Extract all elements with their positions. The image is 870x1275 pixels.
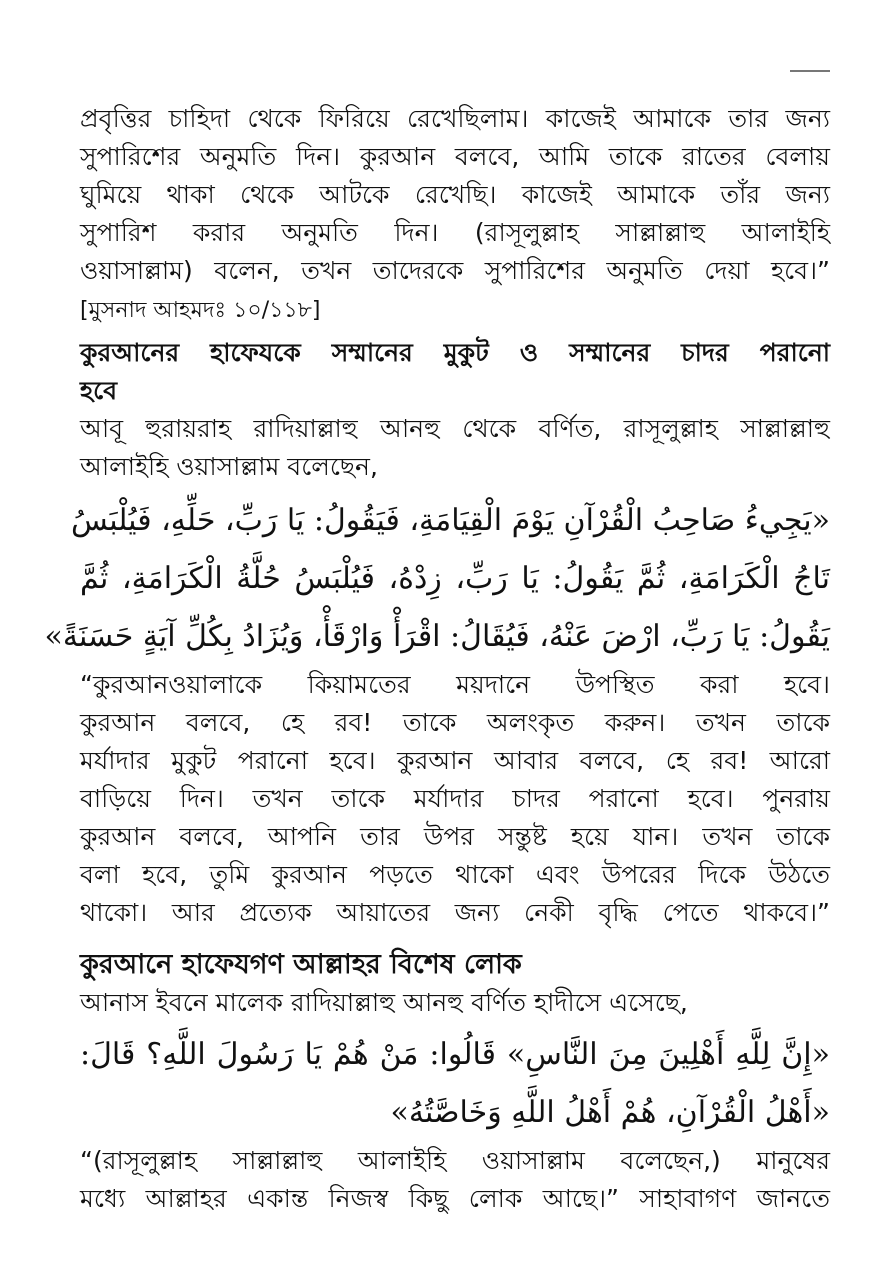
text-line: থাকো। আর প্রত্যেক আয়াতের জন্য নেকী বৃদ্ধি পেতে থাকবে।” <box>80 898 830 927</box>
heading-line: হবে <box>80 376 118 405</box>
text-line: “(রাসূলুল্লাহ সাল্লাল্লাহু আলাইহি ওয়াসাল্লাম বলেছেন,) মানুষের <box>80 1146 830 1175</box>
text-line: কুরআন বলবে, হে রব! তাকে অলংকৃত করুন। তখন তাকে <box>80 708 830 737</box>
arabic-line: «أَهْلُ الْقُرْآنِ، هُمْ أَهْلُ اللَّهِ وَخَاصَّتُهُ» <box>390 1095 830 1130</box>
paragraph-3 <box>80 666 830 932</box>
arabic-line: «إِنَّ لِلَّهِ أَهْلِينَ مِنَ النَّاسِ» قَالُوا: مَنْ هُمْ يَا رَسُولَ اللَّهِ؟ قَالَ: <box>80 1037 831 1072</box>
text-line: “কুরআনওয়ালাকে কিয়ামতের ময়দানে উপস্থিত করা হবে। <box>80 670 830 699</box>
text-line: কুরআন বলবে, আপনি তার উপর সন্তুষ্ট হয়ে যান। তখন তাকে <box>80 822 830 851</box>
arabic-line: تَاجُ الْكَرَامَةِ، ثُمَّ يَقُولُ: يَا رَبِّ، زِدْهُ، فَيُلْبَسُ حُلَّةُ الْكَرَامَةِ، ثُمَّ <box>80 561 830 596</box>
book-page <box>44 100 831 1218</box>
heading-line: কুরআনের হাফেযকে সম্মানের মুকুট ও সম্মানের চাদর পরানো <box>80 338 830 367</box>
paragraph-2 <box>80 410 830 486</box>
text-line: আবূ হুরায়রাহ রাদিয়াল্লাহু আনহু থেকে বর্ণিত, রাসূলুল্লাহ সাল্লাল্লাহু <box>80 414 830 443</box>
section-heading-2: কুরআনে হাফেযগণ আল্লাহর বিশেষ লোক <box>80 949 522 980</box>
text-line: সুপারিশ করার অনুমতি দিন। (রাসূলুল্লাহ সাল্লাল্লাহু আলাইহি <box>80 218 830 247</box>
arabic-line: يَقُولُ: يَا رَبِّ، ارْضَ عَنْهُ، فَيُقَالُ: اقْرَأْ وَارْقَأْ، وَيُزَادُ بِكُلِّ آيَةٍ حَسَنَةً» <box>44 619 830 654</box>
text-line: ঘুমিয়ে থাকা থেকে আটকে রেখেছি। কাজেই আমাকে তাঁর জন্য <box>80 180 830 209</box>
scan-mark <box>790 70 830 72</box>
text-line: বলা হবে, তুমি কুরআন পড়তে থাকো এবং উপরের দিকে উঠতে <box>80 860 830 889</box>
arabic-line: «يَجِيءُ صَاحِبُ الْقُرْآنِ يَوْمَ الْقِيَامَةِ، فَيَقُولُ: يَا رَبِّ، حَلِّهِ، فَيُلْبَسُ <box>70 503 830 538</box>
citation: [মুসনাদ আহমদঃ ১০/১১৮] <box>80 298 321 323</box>
text-line: সুপারিশের অনুমতি দিন। কুরআন বলবে, আমি তাকে রাতের বেলায় <box>80 142 830 171</box>
section-heading-1 <box>80 334 830 410</box>
text-line: ওয়াসাল্লাম) বলেন, তখন তাদেরকে সুপারিশের অনুমতি দেয়া হবে।” <box>80 256 830 285</box>
text-line: মর্যাদার মুকুট পরানো হবে। কুরআন আবার বলবে, হে রব! আরো <box>80 746 830 775</box>
text-line: বাড়িয়ে দিন। তখন তাকে মর্যাদার চাদর পরানো হবে। পুনরায় <box>80 784 830 813</box>
text-line: প্রবৃত্তির চাহিদা থেকে ফিরিয়ে রেখেছিলাম। কাজেই আমাকে তার জন্য <box>80 104 830 133</box>
text-line: মধ্যে আল্লাহর একান্ত নিজস্ব কিছু লোক আছে।” সাহাবাগণ জানতে <box>80 1184 830 1213</box>
paragraph-1 <box>80 100 830 290</box>
arabic-hadith-1 <box>44 492 830 666</box>
text-line: আলাইহি ওয়াসাল্লাম বলেছেন, <box>80 452 378 481</box>
paragraph-4: আনাস ইবনে মালেক রাদিয়াল্লাহু আনহু বর্ণিত হাদীসে এসেছে, <box>80 988 688 1017</box>
paragraph-5 <box>80 1142 830 1218</box>
arabic-hadith-2 <box>80 1026 830 1142</box>
